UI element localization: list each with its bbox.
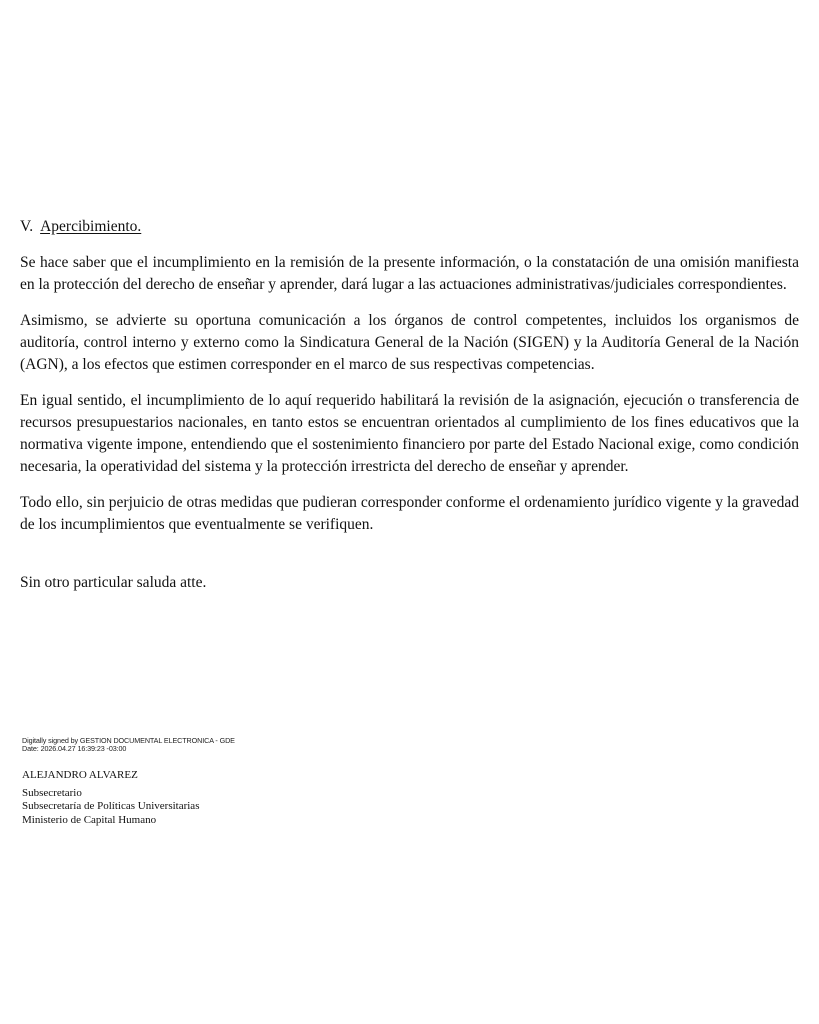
signer-name: ALEJANDRO ALVAREZ (22, 769, 138, 781)
section-heading (20, 216, 799, 238)
paragraph-recursos-presupuestarios: En igual sentido, el incumplimiento de lo aquí requerido habilitará la revisión de la asignación, ejecución o transferencia de recursos presupuestarios nacionales, en tanto estos se encuentran orientados al cumplimiento de los fines educativos que la normativa vigente impone, entendiendo que el sostenimiento financiero por parte del Estado Nacional exige, como condición necesaria, la operatividad del sistema y la protección irrestricta del derecho de enseñar y aprender. (20, 392, 799, 475)
signer-position: Subsecretario (22, 786, 82, 799)
paragraph-incumplimiento: Se hace saber que el incumplimiento en la remisión de la presente información, o la constatación de una omisión manifiesta en la protección del derecho de enseñar y aprender, dará lugar a las actuaciones administrativas/judiciales correspondientes. (20, 254, 799, 293)
closing-salutation: Sin otro particular saluda atte. (20, 574, 207, 591)
section-title: Apercibimiento. (40, 218, 142, 235)
signer-ministry: Ministerio de Capital Humano (22, 813, 157, 826)
digital-signature-signed-by: Digitally signed by GESTION DOCUMENTAL ELECTRONICA - GDE (22, 736, 235, 745)
document-body (20, 216, 799, 594)
paragraph-organos-control: Asimismo, se advierte su oportuna comunicación a los órganos de control competentes, incluidos los organismos de auditoría, control interno y externo como la Sindicatura General de la Nación (SIGEN) y la Auditoría General de la Nación (AGN), a los efectos que estimen corresponder en el marco de sus respectivas competencias. (20, 312, 799, 373)
digital-signature-stamp (22, 737, 235, 752)
section-number: V. (20, 218, 34, 235)
paragraph-otras-medidas: Todo ello, sin perjuicio de otras medidas que pudieran corresponder conforme el ordenamiento jurídico vigente y la gravedad de los incumplimientos que eventualmente se verifiquen. (20, 494, 799, 533)
digital-signature-date: Date: 2026.04.27 16:39:23 -03:00 (22, 743, 127, 753)
signer-block (22, 769, 199, 827)
signer-office: Subsecretaría de Políticas Universitarias (22, 800, 200, 812)
